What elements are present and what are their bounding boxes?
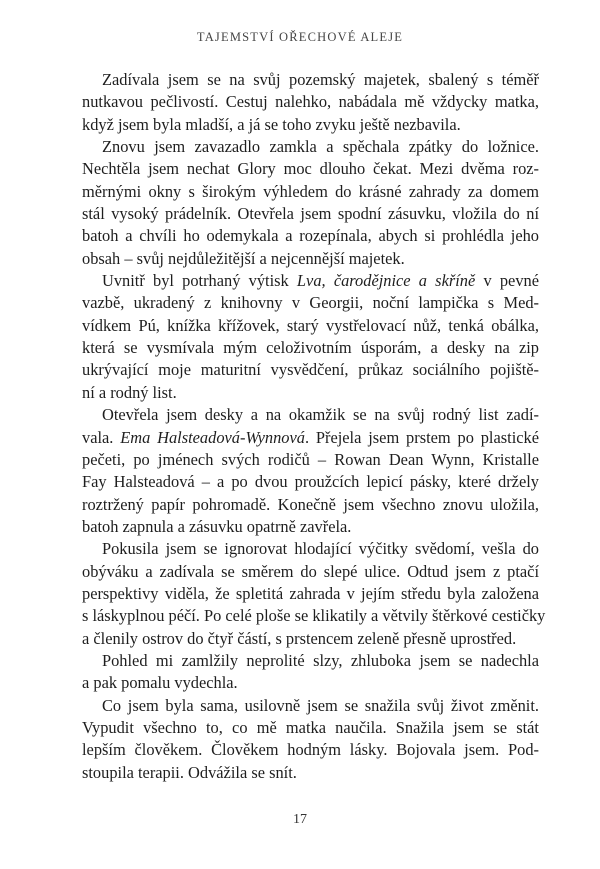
text-line: [82, 181, 539, 203]
text-line: [82, 471, 539, 493]
text-run: roztržený papír pohromadě. Konečně jsem všechno znovu uložila,: [82, 494, 539, 514]
text-run: Pokusila jsem se ignorovat hlodající výčitky svědomí, vešla do: [102, 539, 539, 559]
text-run: vídkem Pú, knížka křížovek, starý vystřelovací nůž, tenká obálka,: [82, 315, 539, 335]
text-run: obsah – svůj nejdůležitější a nejcennější majetek.: [82, 248, 405, 268]
text-line: [82, 136, 539, 158]
text-line: [82, 762, 539, 784]
paragraph: [82, 404, 539, 538]
text-run: a členily ostrov do čtyř částí, s prstencem zeleně přesně uprostřed.: [82, 628, 517, 648]
text-run: Co jsem byla sama, usilovně jsem se snažila svůj život změnit.: [102, 695, 539, 715]
text-run: Fay Halsteadová – a po dvou proužcích lepicí pásky, které držely: [82, 472, 539, 492]
text-line: [82, 449, 539, 471]
text-line: [82, 114, 539, 136]
text-run: Zadívala jsem se na svůj pozemský majetek, sbalený s téměř: [102, 70, 539, 89]
text-run: lepším člověkem. Člověkem hodným lásky. Bojovala jsem. Pod-: [82, 740, 539, 760]
text-run: perspektivy viděla, že spletitá zahrada v jejím středu byla založena: [82, 583, 539, 603]
text-line: [82, 69, 539, 91]
text-run: pečeti, po jménech svých rodičů – Rowan Dean Wynn, Kristalle: [82, 449, 539, 469]
text-line: [82, 158, 539, 180]
page-number: 17: [293, 812, 307, 827]
paragraph: [82, 136, 539, 270]
text-line: [82, 650, 539, 672]
text-run: ukrývající moje maturitní vysvědčení, průkaz sociálního pojiště-: [82, 360, 539, 380]
text-run: když jsem byla mladší, a já se toho zvyku ještě nezbavila.: [82, 114, 461, 134]
text-run: vala.: [82, 427, 121, 447]
text-run: v pevné: [475, 271, 539, 291]
text-run: batoh zapnula a zásuvku opatrně zavřela.: [82, 516, 352, 536]
running-head: TAJEMSTVÍ OŘECHOVÉ ALEJE: [196, 30, 404, 44]
text-run: nutkavou pečlivostí. Cestuj nalehko, nabádala mě vždycky matka,: [82, 92, 539, 112]
text-line: [82, 672, 539, 694]
paragraph: [82, 270, 539, 404]
text-run: s láskyplnou péčí. Po celé ploše se klikatily a větvily štěrkové cestičky: [82, 606, 546, 626]
italic-title: Lva, čarodějnice a skříně: [296, 271, 476, 291]
text-run: měrnými okny s širokým výhledem do krásné zahrady za domem: [82, 181, 539, 201]
text-line: [82, 516, 539, 538]
text-line: [82, 695, 539, 717]
body-text: [82, 69, 546, 784]
text-run: Otevřela jsem desky a na okamžik se na svůj rodný list zadí-: [102, 405, 539, 425]
text-run: Uvnitř byl potrhaný výtisk: [102, 271, 297, 291]
text-run: ní a rodný list.: [82, 382, 177, 402]
text-run: Nechtěla jsem nechat Glory moc dlouho čekat. Mezi dvěma roz-: [82, 159, 539, 179]
paragraph: [82, 650, 539, 695]
text-line: [82, 739, 539, 761]
text-line: [82, 382, 539, 404]
text-run: Pohled mi zamlžily neprolité slzy, zhluboka jsem se nadechla: [102, 650, 539, 670]
text-run: a pak pomalu vydechla.: [82, 673, 238, 693]
text-line: [82, 225, 539, 247]
text-run: Vypudit všechno to, co mě matka naučila. Snažila jsem se stát: [82, 717, 539, 737]
text-line: [82, 538, 539, 560]
paragraph: [82, 538, 546, 650]
text-line: [82, 203, 539, 225]
text-run: vazbě, ukradený z knihovny v Georgii, noční lampička s Med-: [82, 293, 539, 313]
text-line: [82, 359, 539, 381]
paragraph: [82, 695, 539, 784]
text-line: [82, 337, 539, 359]
text-line: [82, 605, 546, 627]
text-run: . Přejela jsem prstem po plastické: [304, 427, 539, 447]
text-line: [82, 427, 539, 449]
text-line: [82, 315, 539, 337]
text-run: batoh a chvíli ho odemykala a rozepínala, abych si prohlédla jeho: [82, 226, 539, 246]
text-line: [82, 270, 539, 292]
text-line: [82, 91, 539, 113]
text-run: která se vysmívala mým celoživotním úsporám, a desky na zip: [82, 338, 539, 358]
text-line: [82, 248, 539, 270]
text-run: Znovu jsem zavazadlo zamkla a spěchala zpátky do ložnice.: [102, 137, 539, 157]
text-run: stál vysoký prádelník. Otevřela jsem spodní zásuvku, vložila do ní: [82, 204, 539, 224]
text-line: [82, 561, 539, 583]
italic-title: Ema Halsteadová-Wynnová: [120, 427, 305, 447]
text-line: [82, 583, 539, 605]
paragraph: [82, 69, 539, 136]
text-line: [82, 404, 539, 426]
text-line: [82, 717, 539, 739]
text-line: [82, 628, 539, 650]
text-line: [82, 494, 539, 516]
text-run: stoupila terapii. Odvážila se snít.: [82, 762, 297, 782]
text-line: [82, 292, 539, 314]
text-run: obýváku a zadívala se směrem do slepé ulice. Odtud jsem z ptačí: [82, 561, 539, 581]
